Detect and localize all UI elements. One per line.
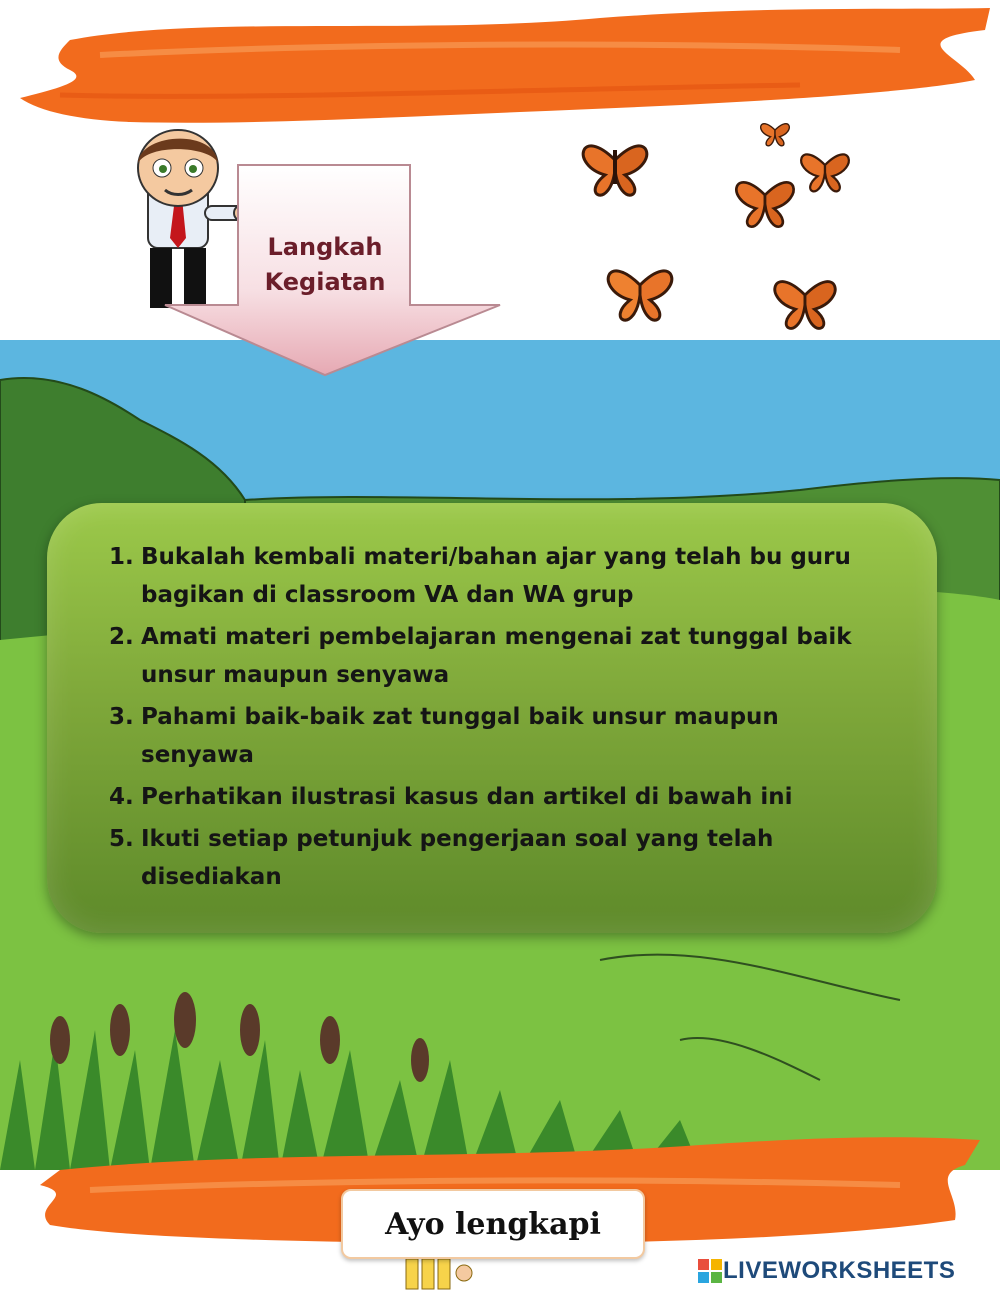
step-text: Pahami baik-baik zat tunggal baik unsur maupun senyawa: [141, 704, 779, 768]
steps-list: [109, 538, 899, 900]
arrow-label-line1: Langkah: [267, 233, 383, 261]
step-number: 4.: [109, 784, 134, 810]
step-item: [109, 618, 899, 694]
butterfly-icon: [608, 271, 672, 320]
step-number: 5.: [109, 826, 134, 852]
step-text: Amati materi pembelajaran mengenai zat tunggal baik unsur maupun senyawa: [141, 624, 852, 688]
brand-name: LIVEWORKSHEETS: [723, 1257, 956, 1284]
arrow-label-line2: Kegiatan: [264, 268, 386, 296]
liveworksheets-logo-icon: [697, 1258, 723, 1284]
butterflies-illustration: [570, 115, 890, 345]
step-text: Bukalah kembali materi/bahan ajar yang telah bu guru bagikan di classroom VA dan WA grup: [141, 544, 851, 608]
liveworksheets-logo: [697, 1256, 955, 1286]
step-item: [109, 698, 899, 774]
step-number: 1.: [109, 544, 134, 570]
pencils-icon: [398, 1255, 478, 1291]
butterfly-icon: [736, 182, 793, 226]
instructions-panel: [47, 503, 937, 933]
ayo-lengkapi-button[interactable]: Ayo lengkapi: [341, 1189, 645, 1259]
step-item: [109, 778, 899, 816]
step-text: Perhatikan ilustrasi kasus dan artikel di bawah ini: [141, 784, 793, 810]
butterfly-icon: [761, 124, 790, 146]
step-item: [109, 820, 899, 896]
step-number: 3.: [109, 704, 134, 730]
butterfly-icon: [775, 282, 835, 329]
butterfly-icon: [583, 146, 647, 195]
butterfly-icon: [801, 154, 849, 191]
step-text: Ikuti setiap petunjuk pengerjaan soal yang telah disediakan: [141, 826, 774, 890]
step-item: [109, 538, 899, 614]
step-number: 2.: [109, 624, 134, 650]
